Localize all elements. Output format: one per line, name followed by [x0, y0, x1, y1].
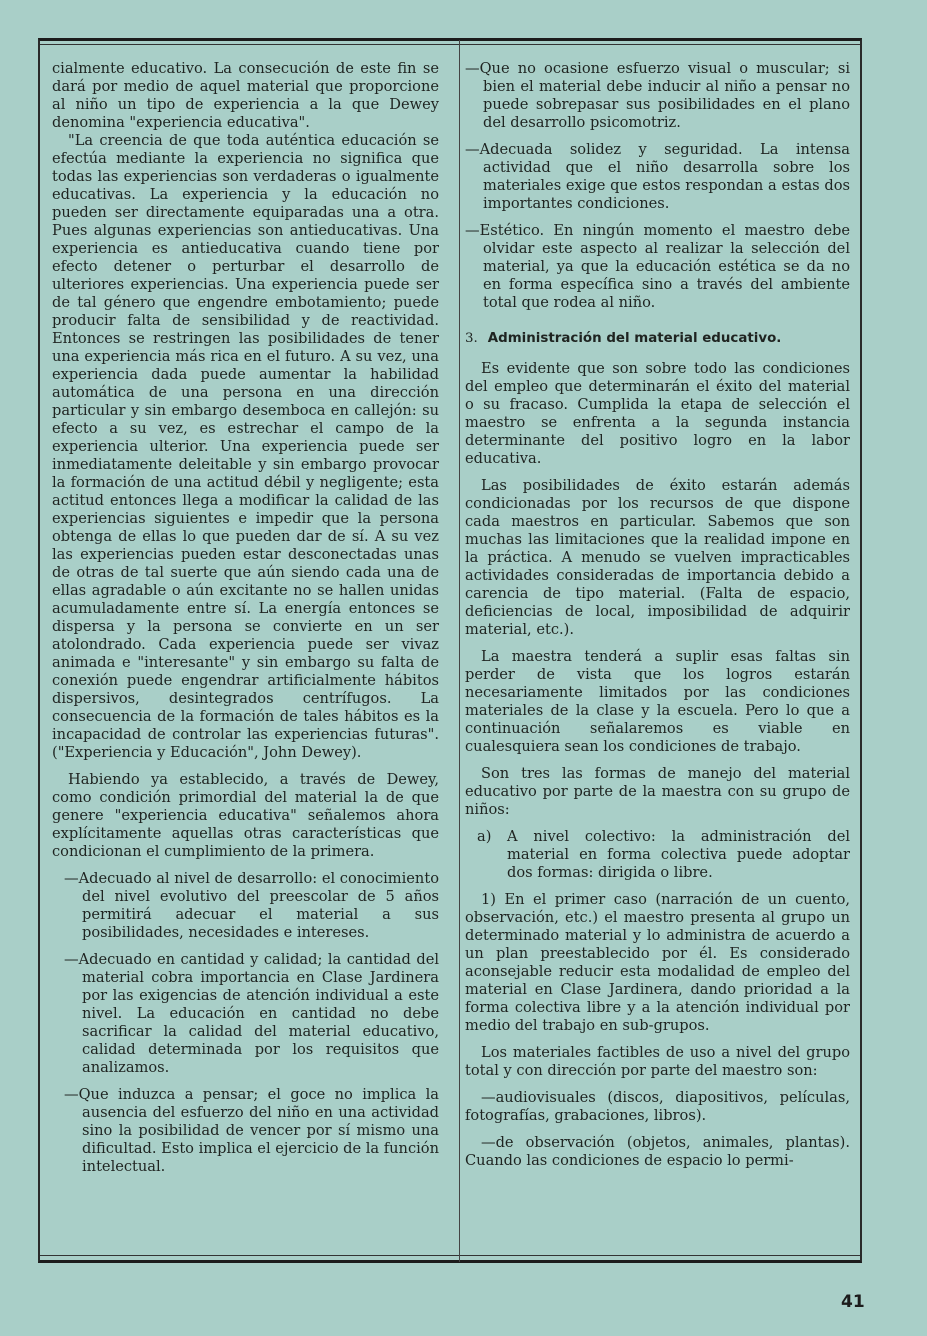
list-item: —Estético. En ningún momento el maestro debe olvidar este aspecto al realizar la selección del material, ya que la educación estética se da no en forma específica sino a través del ambiente total que rodea al niño.	[465, 222, 850, 311]
list-item: —de observación (objetos, animales, plantas). Cuando las condiciones de espacio lo permi-	[465, 1134, 850, 1169]
paragraph: Los materiales factibles de uso a nivel del grupo total y con dirección por parte del maestro son:	[465, 1044, 850, 1079]
list-item: —audiovisuales (discos, diapositivos, películas, fotografías, grabaciones, libros).	[465, 1089, 850, 1124]
right-column	[465, 60, 850, 1179]
paragraph: cialmente educativo. La consecución de este fin se dará por medio de aquel material que proporcione al niño un tipo de experiencia a la que Dewey denomina "experiencia educativa".	[52, 60, 439, 131]
list-item: —Que induzca a pensar; el goce no implica la ausencia del esfuerzo del niño en una actividad sino la posibilidad de vencer por sí mismo una dificultad. Esto implica el ejercicio de la función intelectual.	[64, 1086, 439, 1175]
list-item: —Adecuado en cantidad y calidad; la cantidad del material cobra importancia en Clase Jardinera por las exigencias de atención individual a este nivel. La educación en cantidad no debe sacrificar la calidad del material educativo, calidad determinada por los requisitos que analizamos.	[64, 951, 439, 1076]
section-heading	[465, 330, 850, 348]
paragraph: Son tres las formas de manejo del material educativo por parte de la maestra con su grupo de niños:	[465, 765, 850, 818]
list-item: —Que no ocasione esfuerzo visual o muscular; si bien el material debe inducir al niño a pensar no puede sobrepasar sus posibilidades en el plano del desarrollo psicomotriz.	[465, 60, 850, 131]
dewey-quote: "La creencia de que toda auténtica educación se efectúa mediante la experiencia no significa que todas las experiencias son verdaderas o igualmente educativas. La experiencia y la educación no pueden ser directamente equiparadas una a otra. Pues algunas experiencias son antieducativas. Una experiencia es antieducativa cuando tiene por efecto detener o perturbar el desarrollo de ulteriores experiencias. Una experiencia puede ser de tal género que engendre embotamiento; puede producir falta de sensibilidad y de reactividad. Entonces se restringen las posibilidades de tener una experiencia más rica en el futuro. A su vez, una experiencia dada puede aumentar la habilidad automática de una persona en una dirección particular y sin embargo desemboca en callejón: su efecto a su vez, es estrechar el campo de la experiencia ulterior. Una experiencia puede ser inmediatamente deleitable y sin embargo provocar la formación de una actitud débil y negligente; esta actitud entonces llega a modificar la calidad de las experiencias siguientes e impedir que la persona obtenga de ellas lo que pueden dar de sí. A su vez las experiencias pueden estar desconectadas unas de otras de tal suerte que aún siendo cada una de ellas agradable o aún excitante no se hallen unidas acumuladamente entre sí. La energía entonces se dispersa y la persona se convierte en un ser atolondrado. Cada experiencia puede ser vivaz animada e "interesante" y sin embargo su falta de conexión puede engendrar artificialmente hábitos dispersivos, desintegrados centrífugos. La consecuencia de la formación de tales hábitos es la incapacidad de controlar las experiencias futuras". ("Experiencia y Educación", John Dewey).	[52, 132, 439, 761]
item-label: a)	[477, 828, 492, 845]
column-divider	[459, 40, 460, 1262]
item-text: A nivel colectivo: la administración del material en forma colectiva puede adoptar dos formas: dirigida o libre.	[507, 828, 850, 881]
paragraph: Es evidente que son sobre todo las condiciones del empleo que determinarán el éxito del material o su fracaso. Cumplida la etapa de selección el maestro se enfrenta a la segunda instancia determinante del positivo logro en la labor educativa.	[465, 360, 850, 467]
left-column	[52, 60, 439, 1185]
list-item: —Adecuada solidez y seguridad. La intensa actividad que el niño desarrolla sobre los materiales exige que estos respondan a estas dos importantes condiciones.	[465, 141, 850, 212]
paragraph: Habiendo ya establecido, a través de Dewey, como condición primordial del material la de que genere "experiencia educativa" señalemos ahora explícitamente aquellas otras características que condicionan el cumplimiento de la primera.	[52, 771, 439, 860]
page-number: 41	[841, 1292, 865, 1312]
section-number: 3.	[465, 331, 478, 346]
paragraph: 1) En el primer caso (narración de un cuento, observación, etc.) el maestro presenta al grupo un determinado material y lo administra de acuerdo a un plan preestablecido por él. Es considerado aconsejable reducir esta modalidad de empleo del material en Clase Jardinera, dando prioridad a la forma colectiva libre y a la atención individual por medio del trabajo en sub-grupos.	[465, 891, 850, 1034]
section-title: Administración del material educativo.	[487, 331, 782, 346]
paragraph: Las posibilidades de éxito estarán además condicionadas por los recursos de que dispone cada maestros en particular. Sabemos que son muchas las limitaciones que la realidad impone en la práctica. A menudo se vuelven impracticables actividades consideradas de importancia debido a carencia de tipo material. (Falta de espacio, deficiencias de local, imposibilidad de adquirir material, etc.).	[465, 477, 850, 638]
list-item: —Adecuado al nivel de desarrollo: el conocimiento del nivel evolutivo del preescolar de 5 años permitirá adecuar el material a sus posibilidades, necesidades e intereses.	[64, 870, 439, 941]
paragraph: La maestra tenderá a suplir esas faltas sin perder de vista que los logros estarán necesariamente limitados por las condiciones materiales de la clase y la escuela. Pero lo que a continuación señalaremos es viable en cualesquiera sean los condiciones de trabajo.	[465, 648, 850, 755]
list-item-a	[477, 828, 850, 882]
